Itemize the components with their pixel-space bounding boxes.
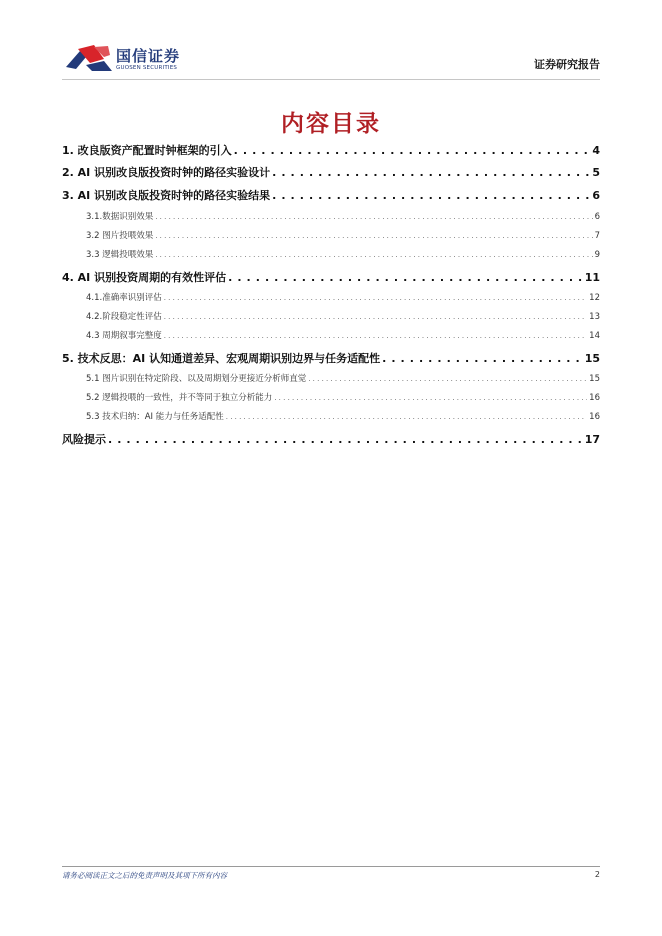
toc-entry-page: 17: [584, 433, 600, 446]
toc-entry-label: 4. AI 识别投资周期的有效性评估: [62, 271, 227, 284]
toc-entry-page: 15: [584, 352, 600, 365]
toc-entry[interactable]: [62, 187, 600, 203]
toc-entry-label: 3.3 逻辑投喂效果: [86, 250, 154, 260]
toc-leader-dots: [155, 213, 592, 221]
guosen-logo-icon: [64, 43, 114, 73]
toc-entry[interactable]: [62, 164, 600, 180]
toc-entry-label: 4.1.准确率识别评估: [86, 293, 162, 303]
toc-entry-page: 7: [594, 231, 600, 241]
toc-entry[interactable]: [62, 269, 600, 285]
toc-leader-dots: [274, 394, 587, 402]
header-divider: [62, 79, 600, 80]
toc-entry-label: 5.1 图片识别在特定阶段、以及周期划分更接近分析师直觉: [86, 374, 307, 384]
toc-entry-label: 3.2 图片投喂效果: [86, 231, 154, 241]
toc-entry-page: 4: [592, 144, 600, 157]
toc-leader-dots: [272, 166, 590, 179]
toc-entry-page: 6: [592, 189, 600, 202]
toc-leader-dots: [228, 271, 583, 284]
toc-subentry[interactable]: [62, 248, 600, 260]
toc-entry-label: 5.2 逻辑投喂的一致性，并不等同于独立分析能力: [86, 393, 273, 403]
toc-entry-label: 4.2.阶段稳定性评估: [86, 312, 162, 322]
toc-entry-label: 3. AI 识别改良版投资时钟的路径实验结果: [62, 189, 271, 202]
toc-entry-page: 14: [589, 331, 600, 341]
toc-entry-page: 16: [589, 412, 600, 422]
page-number: 2: [594, 870, 600, 879]
toc-subentry[interactable]: [62, 210, 600, 222]
toc-entry-label: 风险提示: [62, 433, 106, 446]
report-type-label: 证券研究报告: [534, 58, 600, 71]
toc-entry-page: 5: [592, 166, 600, 179]
toc-leader-dots: [108, 433, 583, 446]
toc-entry-page: 12: [589, 293, 600, 303]
toc-entry-label: 1. 改良版资产配置时钟框架的引入: [62, 144, 232, 157]
footer-divider: [62, 866, 600, 867]
toc-leader-dots: [226, 413, 587, 421]
toc-subentry[interactable]: [62, 310, 600, 322]
toc-leader-dots: [164, 332, 587, 340]
toc-entry-label: 2. AI 识别改良版投资时钟的路径实验设计: [62, 166, 271, 179]
toc-leader-dots: [382, 352, 583, 365]
toc-entry[interactable]: [62, 142, 600, 158]
logo-subtitle: GUOSEN SECURITIES: [116, 65, 178, 71]
toc-leader-dots: [164, 294, 587, 302]
toc-entry[interactable]: [62, 431, 600, 447]
page-header: [62, 40, 600, 76]
toc-leader-dots: [164, 313, 587, 321]
toc-entry-page: 15: [589, 374, 600, 384]
toc-leader-dots: [308, 375, 587, 383]
toc-entry-page: 13: [589, 312, 600, 322]
toc-entry[interactable]: [62, 350, 600, 366]
toc-entry-label: 5. 技术反思：AI 认知通道差异、宏观周期识别边界与任务适配性: [62, 352, 381, 365]
guosen-logo: [62, 40, 192, 76]
toc-subentry[interactable]: [62, 391, 600, 403]
toc-entry-label: 4.3 周期叙事完整度: [86, 331, 162, 341]
toc-entry-page: 11: [584, 271, 600, 284]
footer-disclaimer: 请务必阅读正文之后的免责声明及其项下所有内容: [62, 871, 227, 880]
toc-entry-page: 16: [589, 393, 600, 403]
toc-leader-dots: [234, 144, 591, 157]
toc-leader-dots: [272, 189, 590, 202]
toc-subentry[interactable]: [62, 372, 600, 384]
toc-entry-label: 3.1.数据识别效果: [86, 212, 154, 222]
toc-title: 内容目录: [281, 111, 381, 137]
toc-entry-page: 6: [594, 212, 600, 222]
toc-subentry[interactable]: [62, 329, 600, 341]
toc-subentry[interactable]: [62, 410, 600, 422]
toc-entry-label: 5.3 技术归纳：AI 能力与任务适配性: [86, 412, 224, 422]
logo-name: 国信证券: [116, 47, 181, 65]
toc-subentry[interactable]: [62, 291, 600, 303]
toc-entry-page: 9: [594, 250, 600, 260]
toc-subentry[interactable]: [62, 229, 600, 241]
toc-leader-dots: [155, 251, 592, 259]
toc-leader-dots: [155, 232, 592, 240]
